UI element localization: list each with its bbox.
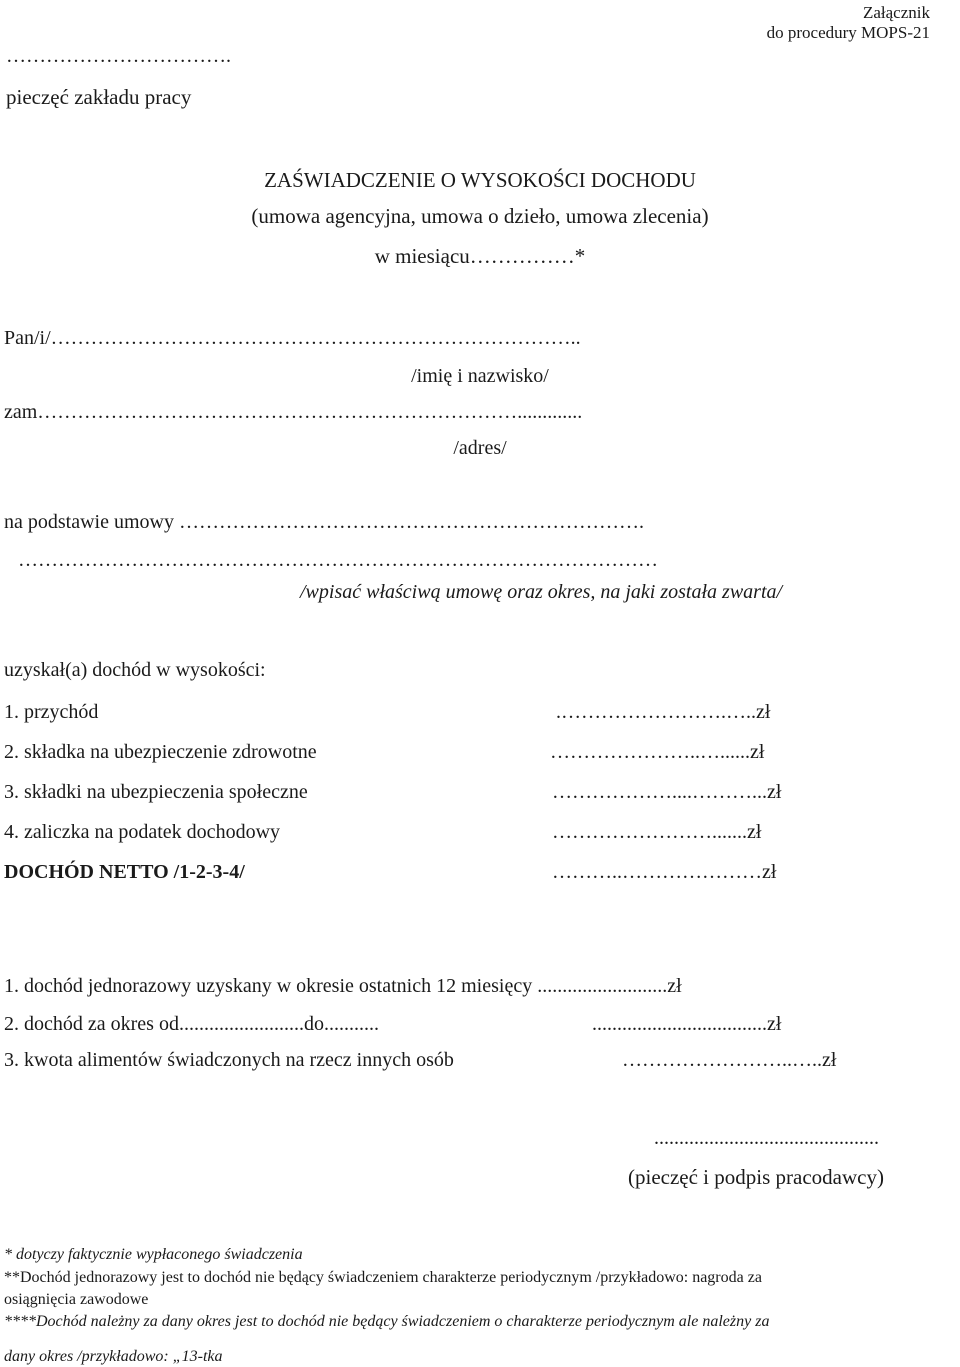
name-caption: /imię i nazwisko/: [411, 365, 549, 387]
name-line: Pan/i/……………………………………………………………………..: [4, 327, 581, 349]
income-value-revenue: .…………………….…..zł: [556, 701, 771, 723]
footnote-due-income-cont: dany okres /przykładowo: „13-tka: [4, 1348, 223, 1365]
contract-line-continued: ……………………………………………………………………………………: [18, 549, 658, 571]
footnote-benefit: * dotyczy faktycznie wypłaconego świadczenia: [4, 1246, 303, 1263]
signature-dots: .............................................: [654, 1127, 879, 1149]
income-label-social: 3. składki na ubezpieczenia społeczne: [4, 781, 308, 803]
stamp-dots: …………………………….: [6, 45, 231, 67]
address-caption: /adres/: [453, 437, 507, 459]
contract-line: na podstawie umowy …………………………………………………………….: [4, 511, 644, 533]
income-label-health: 2. składka na ubezpieczenie zdrowotne: [4, 741, 317, 763]
income-value-tax: …………………….......zł: [552, 821, 762, 843]
footnote-one-time-income-cont: osiągnięcia zawodowe: [4, 1291, 149, 1308]
attachment-procedure: do procedury MOPS-21: [766, 23, 930, 42]
income-value-social: ………………....………...zł: [552, 781, 782, 803]
additional-item-one-time: 1. dochód jednorazowy uzyskany w okresie ostatnich 12 miesięcy ..........................zł: [4, 975, 682, 997]
month-line: w miesiącu……………*: [374, 244, 586, 268]
additional-item-alimony-value: ……………………..…..zł: [622, 1049, 837, 1071]
additional-item-period: 2. dochód za okres od.........................do...........: [4, 1013, 379, 1035]
footnote-one-time-income: **Dochód jednorazowy jest to dochód nie będący świadczeniem charakterze periodycznym /przykładowo: nagroda za: [4, 1269, 762, 1286]
stamp-label: pieczęć zakładu pracy: [6, 85, 192, 109]
document-title: ZAŚWIADCZENIE O WYSOKOŚCI DOCHODU: [264, 168, 696, 192]
document-subtitle: (umowa agencyjna, umowa o dzieło, umowa zlecenia): [251, 204, 709, 228]
income-intro: uzyskał(a) dochód w wysokości:: [4, 659, 266, 681]
net-income-value: ………..…………………zł: [552, 861, 777, 883]
contract-caption: /wpisać właściwą umowę oraz okres, na jaki została zwarta/: [300, 581, 783, 603]
additional-item-period-value: ...................................zł: [592, 1013, 782, 1035]
footnote-due-income: ****Dochód należny za dany okres jest to dochód nie będący świadczeniem o charakterze periodycznym ale należny za: [4, 1313, 770, 1330]
income-label-tax: 4. zaliczka na podatek dochodowy: [4, 821, 281, 843]
attachment-label: Załącznik: [862, 3, 930, 22]
additional-item-alimony: 3. kwota alimentów świadczonych na rzecz innych osób: [4, 1049, 454, 1071]
address-line: zam……………………………………………………………….............: [4, 401, 583, 423]
income-label-revenue: 1. przychód: [4, 701, 99, 723]
income-value-health: …………………..…......zł: [550, 741, 765, 763]
signature-label: (pieczęć i podpis pracodawcy): [628, 1165, 884, 1189]
net-income-label: DOCHÓD NETTO /1-2-3-4/: [4, 861, 245, 883]
